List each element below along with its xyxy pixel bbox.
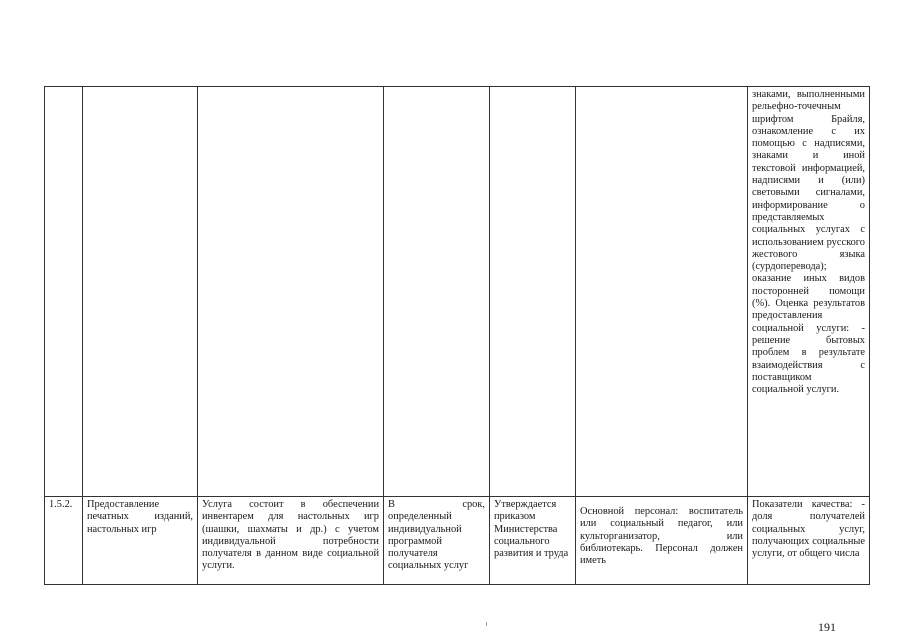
quality-evaluation-text: знаками, выполненными рельефно-точечным шрифтом Брайля, ознакомление с их помощью с надписями, знаками и иной текстовой информацией, надписями и (или) световыми сигналами, информирование о представляемых социальных услугах с использованием русского жестового языка (сурдоперевода); оказание иных видов посторонней помощи (%). Оценка результатов предоставления социальной услуги: - решение бытовых проблем в результате взаимодействия с поставщиком социальной услуги. xyxy=(752,89,865,396)
page-number: 191 xyxy=(818,620,836,634)
table-cell xyxy=(83,87,198,497)
service-description-cell xyxy=(198,497,384,585)
quality-indicators: Показатели качества: - доля получателей социальных услуг, получающих социальные услуги, от общего числа xyxy=(752,499,865,560)
quality-evaluation-cell xyxy=(748,87,870,497)
service-description: Услуга состоит в обеспечении инвентарем для настольных игр (шашки, шахматы и др.) с учетом индивидуальной потребности получателя в данном виде социальной услуги. xyxy=(202,499,379,572)
service-conditions-cell xyxy=(576,497,748,585)
service-term: В срок, определенный индивидуальной программой получателя социальных услуг xyxy=(388,499,485,572)
quality-indicators-cell xyxy=(748,497,870,585)
table-row xyxy=(45,497,870,585)
table-cell xyxy=(576,87,748,497)
service-term-cell xyxy=(384,497,490,585)
service-name-cell xyxy=(83,497,198,585)
table-cell xyxy=(384,87,490,497)
table-cell xyxy=(490,87,576,497)
service-name: Предоставление печатных изданий, настольных игр xyxy=(87,499,193,535)
table-cell xyxy=(45,87,83,497)
scan-mark xyxy=(486,622,487,626)
service-tariff-cell xyxy=(490,497,576,585)
table-cell xyxy=(198,87,384,497)
service-number-cell xyxy=(45,497,83,585)
service-tariff: Утверждается приказом Министерства социального развития и труда xyxy=(494,499,569,560)
service-number: 1.5.2. xyxy=(49,499,73,510)
table-row xyxy=(45,87,870,497)
service-standards-table xyxy=(44,86,870,585)
service-conditions: Основной персонал: воспитатель или социальный педагог, или культорганизатор, или библиотекарь. Персонал должен иметь xyxy=(580,506,743,567)
